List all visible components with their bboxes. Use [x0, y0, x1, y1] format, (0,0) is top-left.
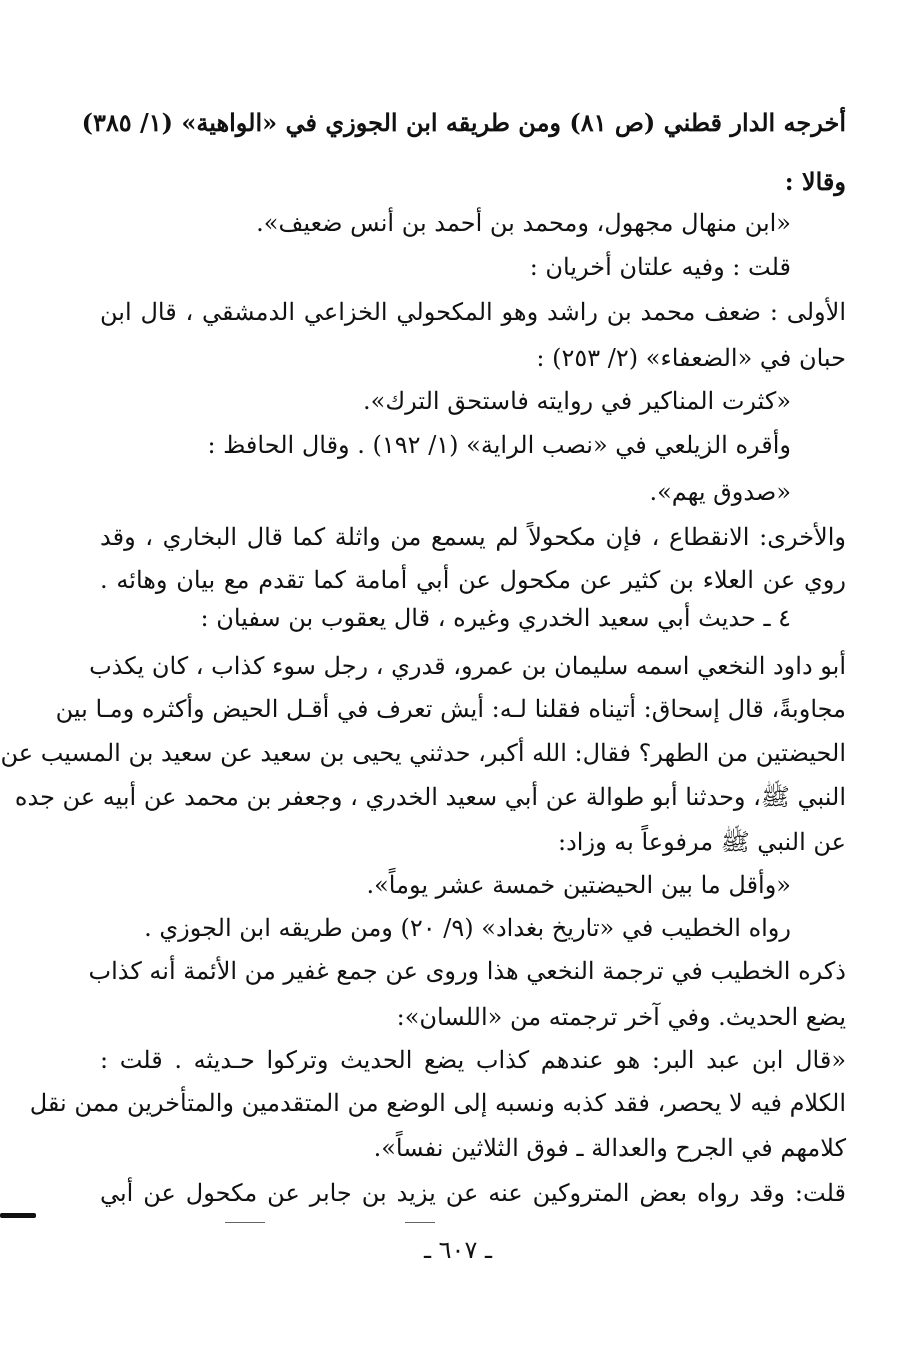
- text-line: عن النبي ﷺ مرفوعاً به وزاد:: [558, 828, 846, 856]
- text-line: وأقره الزيلعي في «نصب الراية» (١/ ١٩٢) . وقال الحافظ :: [207, 431, 791, 459]
- text-line: أخرجه الدار قطني (ص ٨١) ومن طريقه ابن الجوزي في «الواهية» (١/ ٣٨٥): [81, 108, 846, 137]
- page-number: ـ ٦٠٧ ـ: [423, 1236, 492, 1264]
- text-line: الكلام فيه لا يحصر، فقد كذبه ونسبه إلى الوضع من المتقدمين والمتأخرين ممن نقل: [29, 1089, 846, 1117]
- scan-artifact: [225, 1222, 265, 1223]
- text-line: روي عن العلاء بن كثير عن مكحول عن أبي أمامة كما تقدم مع بيان وهائه .: [100, 566, 846, 594]
- text-line: «صدوق يهم».: [649, 478, 791, 506]
- text-line: مجاوبةً، قال إسحاق: أتيناه فقلنا لـه: أيش تعرف في أقـل الحيض وأكثره ومـا بين: [55, 695, 846, 723]
- text-line: «وأقل ما بين الحيضتين خمسة عشر يوماً».: [366, 871, 791, 899]
- text-line: ذكره الخطيب في ترجمة النخعي هذا وروى عن جمع غفير من الأئمة أنه كذاب: [88, 957, 846, 985]
- text-line: أبو داود النخعي اسمه سليمان بن عمرو، قدري ، رجل سوء كذاب ، كان يكذب: [89, 652, 846, 680]
- text-line: رواه الخطيب في «تاريخ بغداد» (٩/ ٢٠) ومن طريقه ابن الجوزي .: [144, 914, 791, 942]
- text-line: «ابن منهال مجهول، ومحمد بن أحمد بن أنس ضعيف».: [256, 209, 791, 237]
- text-line: كلامهم في الجرح والعدالة ـ فوق الثلاثين نفساً».: [373, 1134, 846, 1162]
- text-line: الأولى : ضعف محمد بن راشد وهو المكحولي الخزاعي الدمشقي ، قال ابن: [100, 298, 846, 326]
- scan-edge-mark: [0, 1213, 36, 1218]
- text-line: ٤ ـ حديث أبي سعيد الخدري وغيره ، قال يعقوب بن سفيان :: [200, 604, 791, 632]
- text-line: النبي ﷺ، وحدثنا أبو طوالة عن أبي سعيد الخدري ، وجعفر بن محمد عن أبيه عن جده: [14, 783, 846, 811]
- text-line: قلت : وفيه علتان أخريان :: [529, 253, 791, 281]
- text-line: قلت: وقد رواه بعض المتروكين عنه عن يزيد بن جابر عن مكحول عن أبي: [100, 1179, 846, 1207]
- text-line: «قال ابن عبد البر: هو عندهم كذاب يضع الحديث وتركوا حـديثه . قلت :: [100, 1046, 847, 1074]
- scan-artifact: [405, 1222, 435, 1223]
- text-line: الحيضتين من الطهر؟ فقال: الله أكبر، حدثني يحيى بن سعيد عن سعيد بن المسيب عن: [0, 739, 846, 767]
- text-line: والأخرى: الانقطاع ، فإن مكحولاً لم يسمع من واثلة كما قال البخاري ، وقد: [100, 523, 846, 551]
- text-line: «كثرت المناكير في روايته فاستحق الترك».: [363, 387, 791, 415]
- text-line: حبان في «الضعفاء» (٢/ ٢٥٣) :: [536, 344, 846, 372]
- text-line: يضع الحديث. وفي آخر ترجمته من «اللسان»:: [396, 1003, 846, 1031]
- text-line: وقالا :: [784, 167, 846, 196]
